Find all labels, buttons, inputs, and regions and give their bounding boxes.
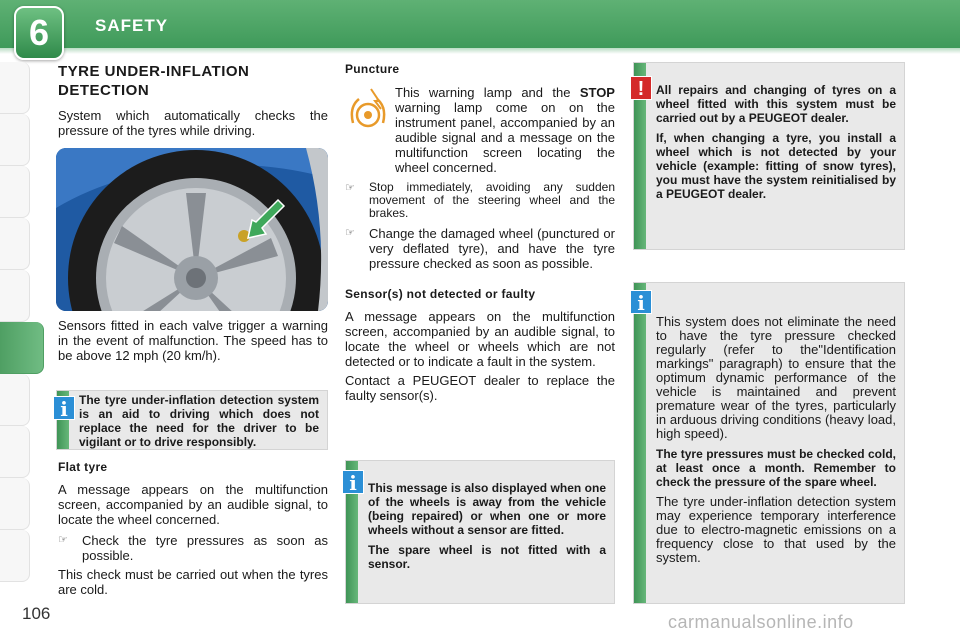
info-icon: i	[630, 290, 652, 314]
watermark: carmanualsonline.info	[668, 612, 854, 632]
info-box-tyre-pressure	[633, 282, 905, 604]
chapter-tab[interactable]	[0, 478, 30, 530]
flat-tyre-note: This check must be carried out when the tyres are cold.	[58, 567, 328, 597]
chapter-tab[interactable]	[0, 62, 30, 114]
list-item-text: Stop immediately, avoiding any sudden movement of the steering wheel and the brakes.	[369, 180, 615, 220]
list-item	[345, 181, 615, 220]
info-box-spare-wheel	[345, 460, 615, 604]
lamp-text-before: This warning lamp and the	[395, 85, 571, 100]
chapter-tab[interactable]	[0, 270, 30, 322]
lamp-text-after: warning lamp come on on the instrument panel, accompanied by an audible signal and a message on the multifunction screen locating the wheel concerned.	[395, 100, 615, 175]
chapter-tabs	[0, 62, 44, 582]
info-box-text: The spare wheel is not fitted with a sensor.	[368, 543, 606, 571]
flat-tyre-heading: Flat tyre	[58, 460, 108, 474]
warning-box-text: If, when changing a tyre, you install a wheel which is not detected by your vehicle (example: fitting of snow tyres), you must have the system reinitialised by a PEUGEOT dealer.	[656, 131, 896, 201]
warning-box-repairs	[633, 62, 905, 250]
chapter-tab-active[interactable]	[0, 322, 44, 374]
tyre-warning-lamp-icon	[345, 85, 395, 175]
list-item	[58, 533, 328, 563]
sensor-contact-text: Contact a PEUGEOT dealer to replace the faulty sensor(s).	[345, 373, 615, 403]
info-box-text: The tyre pressures must be checked cold, at least once a month. Remember to check the pressure of the spare wheel.	[656, 447, 896, 489]
wheel-illustration	[56, 148, 328, 311]
header-shade	[0, 48, 960, 54]
flat-tyre-section	[58, 460, 328, 597]
chapter-title: SAFETY	[95, 16, 169, 35]
sensor-heading: Sensor(s) not detected or faulty	[345, 287, 536, 301]
warning-box-text: All repairs and changing of tyres on a wheel fitted with this system must be carried out by a PEUGEOT dealer.	[656, 83, 896, 125]
info-box-text: This message is also displayed when one of the wheels is away from the vehicle (being repaired) or when one or more wheels without a sensor are fitted.	[368, 481, 606, 537]
sensor-text: A message appears on the multifunction screen, accompanied by an audible signal, to locate the wheel or wheels which are not detected or to indicate a fault in the system.	[345, 309, 615, 369]
info-icon: i	[53, 396, 75, 420]
flat-tyre-text: A message appears on the multifunction screen, accompanied by an audible signal, to locate the wheel concerned.	[58, 482, 328, 527]
chapter-tab[interactable]	[0, 530, 30, 582]
lamp-description	[395, 85, 615, 175]
list-item	[345, 226, 615, 271]
pointing-hand-icon: ☞	[58, 534, 68, 546]
wheel-photo	[56, 148, 328, 311]
info-icon: i	[342, 470, 364, 494]
page-number: 106	[22, 604, 51, 623]
info-box-content	[656, 315, 896, 565]
sensors-text: Sensors fitted in each valve trigger a warning in the event of malfunction. The speed has to be above 12 mph (20 km/h).	[58, 318, 328, 363]
puncture-heading: Puncture	[345, 62, 400, 76]
chapter-tab[interactable]	[0, 374, 30, 426]
list-item-text: Change the damaged wheel (punctured or very deflated tyre), and have the tyre pressure checked as soon as possible.	[369, 226, 615, 271]
info-box-bar	[634, 283, 646, 603]
info-box-text: This system does not eliminate the need to have the tyre pressure checked regularly (refer to the"Identification markings" paragraph) to ensure that the optimum dynamic performance of the vehicle is maintained and prevent premature wear of the tyres, particularly in arduous driving conditions (heavy load, high speed).	[656, 314, 896, 441]
info-box-driving-aid	[56, 390, 328, 450]
info-box-content	[368, 481, 606, 571]
chapter-tab[interactable]	[0, 114, 30, 166]
warning-box-content	[656, 83, 896, 201]
puncture-lamp-row	[345, 85, 615, 175]
stop-label: STOP	[579, 85, 615, 100]
pointing-hand-icon: ☞	[345, 182, 355, 194]
list-item-text: Check the tyre pressures as soon as possible.	[82, 533, 328, 563]
section-title: TYRE UNDER-INFLATION DETECTION	[58, 63, 250, 99]
info-box-text: The tyre under-inflation detection system is an aid to driving which does not replace the need for the driver to be vigilant or to drive responsibly.	[79, 393, 319, 449]
chapter-tab[interactable]	[0, 426, 30, 478]
intro-text: System which automatically checks the pressure of the tyres while driving.	[58, 108, 328, 138]
chapter-number-badge: 6	[14, 6, 64, 60]
pointing-hand-icon: ☞	[345, 227, 355, 239]
info-box-text: The tyre under-inflation detection system may experience temporary interference due to electro-magnetic emissions on a frequency close to that used by the system.	[656, 494, 896, 565]
warning-icon: !	[630, 76, 652, 100]
chapter-tab[interactable]	[0, 218, 30, 270]
chapter-tab[interactable]	[0, 166, 30, 218]
middle-column	[345, 62, 615, 403]
left-column	[58, 62, 328, 138]
